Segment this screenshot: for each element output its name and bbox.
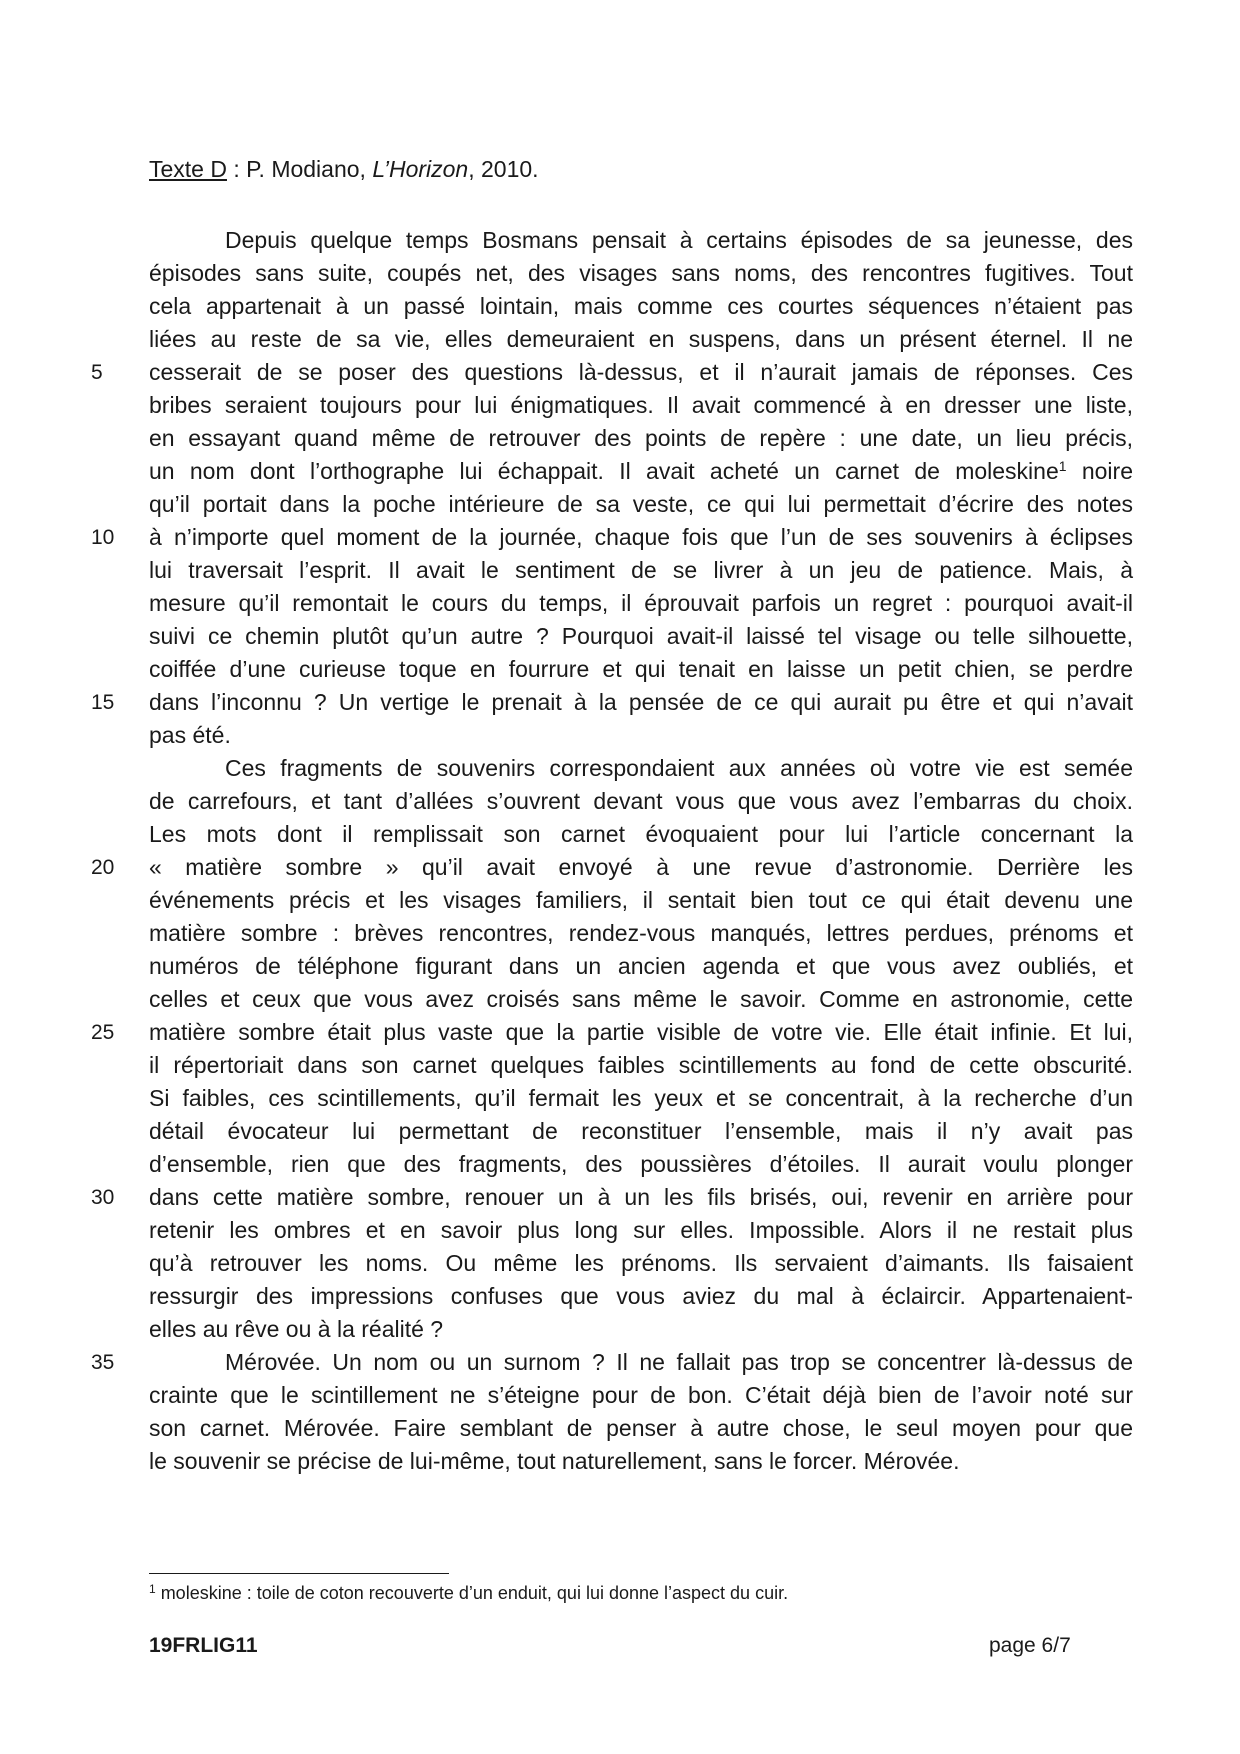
text-line bbox=[149, 1247, 1133, 1280]
text-line bbox=[149, 950, 1133, 983]
line-text: celles et ceux que vous avez croisés sans même le savoir. Comme en astronomie, cette bbox=[149, 986, 1133, 1012]
text-line bbox=[149, 1115, 1133, 1148]
line-text: cela appartenait à un passé lointain, mais comme ces courtes séquences n’étaient pas bbox=[149, 293, 1133, 319]
text-line bbox=[91, 356, 1133, 389]
page-number: page 6/7 bbox=[989, 1634, 1071, 1657]
line-number: 30 bbox=[91, 1186, 115, 1209]
line-text: numéros de téléphone figurant dans un ancien agenda et que vous avez oubliés, et bbox=[149, 953, 1133, 979]
line-text: à n’importe quel moment de la journée, chaque fois que l’un de ses souvenirs à éclipses bbox=[149, 524, 1133, 550]
footnote-marker: 1 bbox=[149, 1582, 156, 1596]
line-text: de carrefours, et tant d’allées s’ouvrent devant vous que vous avez l’embarras du choix. bbox=[149, 788, 1133, 814]
line-number: 15 bbox=[91, 691, 115, 714]
footnote-divider bbox=[149, 1573, 449, 1574]
text-line bbox=[149, 257, 1133, 290]
text-line bbox=[149, 785, 1133, 818]
line-text: dans cette matière sombre, renouer un à un les fils brisés, oui, revenir en arrière pour bbox=[149, 1184, 1133, 1210]
line-text: un nom dont l’orthographe lui échappait. Il avait acheté un carnet de moleskine bbox=[149, 458, 1059, 484]
text-line bbox=[149, 1313, 1133, 1346]
text-line bbox=[149, 1082, 1133, 1115]
text-line bbox=[149, 653, 1133, 686]
text-line bbox=[149, 818, 1133, 851]
text-line bbox=[91, 1181, 1133, 1214]
text-line bbox=[91, 1346, 1133, 1379]
text-heading bbox=[149, 152, 539, 186]
footnote-reference: 1 bbox=[1058, 458, 1067, 474]
text-line bbox=[149, 1049, 1133, 1082]
line-text: il répertoriait dans son carnet quelques faibles scintillements au fond de cette obscurité. bbox=[149, 1052, 1133, 1078]
text-line bbox=[149, 1445, 1133, 1478]
line-text: pas été. bbox=[149, 722, 231, 748]
text-line bbox=[149, 1379, 1133, 1412]
line-text: détail évocateur lui permettant de reconstituer l’ensemble, mais il n’y avait pas bbox=[149, 1118, 1133, 1144]
line-text: matière sombre : brèves rencontres, rendez-vous manqués, lettres perdues, prénoms et bbox=[149, 920, 1133, 946]
text-line bbox=[149, 455, 1133, 488]
text-line bbox=[149, 554, 1133, 587]
exam-code: 19FRLIG11 bbox=[149, 1634, 258, 1657]
text-line bbox=[149, 1148, 1133, 1181]
line-text: le souvenir se précise de lui-même, tout naturellement, sans le forcer. Mérovée. bbox=[149, 1448, 960, 1474]
line-text: « matière sombre » qu’il avait envoyé à une revue d’astronomie. Derrière les bbox=[149, 854, 1133, 880]
line-text: d’ensemble, rien que des fragments, des poussières d’étoiles. Il aurait voulu plonger bbox=[149, 1151, 1133, 1177]
text-line bbox=[149, 719, 1133, 752]
text-line bbox=[91, 851, 1133, 884]
text-line bbox=[91, 521, 1133, 554]
text-line bbox=[149, 884, 1133, 917]
line-text: Mérovée. Un nom ou un surnom ? Il ne fallait pas trop se concentrer là-dessus de bbox=[225, 1349, 1133, 1375]
line-text: liées au reste de sa vie, elles demeuraient en suspens, dans un présent éternel. Il ne bbox=[149, 326, 1133, 352]
line-text: mesure qu’il remontait le cours du temps, il éprouvait parfois un regret : pourquoi avait-il bbox=[149, 590, 1133, 616]
text-line bbox=[149, 620, 1133, 653]
line-text: dans l’inconnu ? Un vertige le prenait à la pensée de ce qui aurait pu être et qui n’avait bbox=[149, 689, 1133, 715]
line-text-continued: noire bbox=[1066, 458, 1133, 484]
literary-text bbox=[91, 224, 1133, 1478]
text-line bbox=[149, 1214, 1133, 1247]
text-line bbox=[149, 389, 1133, 422]
text-line bbox=[149, 224, 1133, 257]
line-text: retenir les ombres et en savoir plus long sur elles. Impossible. Alors il ne restait plus bbox=[149, 1217, 1133, 1243]
line-text: cesserait de se poser des questions là-dessus, et il n’aurait jamais de réponses. Ces bbox=[149, 359, 1133, 385]
line-text: elles au rêve ou à la réalité ? bbox=[149, 1316, 444, 1342]
heading-year: , 2010. bbox=[468, 156, 539, 182]
line-text: son carnet. Mérovée. Faire semblant de penser à autre chose, le seul moyen pour que bbox=[149, 1415, 1133, 1441]
text-line bbox=[149, 917, 1133, 950]
line-number: 35 bbox=[91, 1351, 115, 1374]
text-line bbox=[149, 1280, 1133, 1313]
footnote-text: moleskine : toile de coton recouverte d’un enduit, qui lui donne l’aspect du cuir. bbox=[155, 1583, 789, 1603]
line-text: Depuis quelque temps Bosmans pensait à certains épisodes de sa jeunesse, des bbox=[225, 227, 1133, 253]
text-line bbox=[91, 686, 1133, 719]
line-text: ressurgir des impressions confuses que vous aviez du mal à éclaircir. Appartenaient- bbox=[149, 1283, 1133, 1309]
line-text: qu’il portait dans la poche intérieure de sa veste, ce qui lui permettait d’écrire des notes bbox=[149, 491, 1133, 517]
footnote bbox=[149, 1581, 788, 1605]
line-number: 20 bbox=[91, 856, 115, 879]
line-text: bribes seraient toujours pour lui énigmatiques. Il avait commencé à en dresser une liste, bbox=[149, 392, 1133, 418]
text-line bbox=[91, 1016, 1133, 1049]
line-text: épisodes sans suite, coupés net, des visages sans noms, des rencontres fugitives. Tout bbox=[149, 260, 1133, 286]
line-text: Si faibles, ces scintillements, qu’il fermait les yeux et se concentrait, à la recherche d’un bbox=[149, 1085, 1133, 1111]
heading-author: P. Modiano, bbox=[246, 156, 373, 182]
line-text: Ces fragments de souvenirs correspondaient aux années où votre vie est semée bbox=[225, 755, 1133, 781]
line-text: Les mots dont il remplissait son carnet évoquaient pour lui l’article concernant la bbox=[149, 821, 1133, 847]
text-line bbox=[149, 488, 1133, 521]
line-text: suivi ce chemin plutôt qu’un autre ? Pourquoi avait-il laissé tel visage ou telle silhouette, bbox=[149, 623, 1133, 649]
line-number: 25 bbox=[91, 1021, 115, 1044]
line-number: 10 bbox=[91, 526, 115, 549]
line-text: en essayant quand même de retrouver des points de repère : une date, un lieu précis, bbox=[149, 425, 1133, 451]
line-text: événements précis et les visages familiers, il sentait bien tout ce qui était devenu une bbox=[149, 887, 1133, 913]
text-line bbox=[149, 323, 1133, 356]
text-line bbox=[149, 587, 1133, 620]
heading-separator: : bbox=[226, 156, 247, 182]
line-text: coiffée d’une curieuse toque en fourrure et qui tenait en laisse un petit chien, se perdre bbox=[149, 656, 1133, 682]
line-text: matière sombre était plus vaste que la partie visible de votre vie. Elle était infinie. Et lui, bbox=[149, 1019, 1133, 1045]
line-text: crainte que le scintillement ne s’éteigne pour de bon. C’était déjà bien de l’avoir noté sur bbox=[149, 1382, 1133, 1408]
text-line bbox=[149, 422, 1133, 455]
line-text: qu’à retrouver les noms. Ou même les prénoms. Ils servaient d’aimants. Ils faisaient bbox=[149, 1250, 1133, 1276]
text-line bbox=[149, 1412, 1133, 1445]
line-text: lui traversait l’esprit. Il avait le sentiment de se livrer à un jeu de patience. Mais, à bbox=[149, 557, 1133, 583]
text-line bbox=[149, 752, 1133, 785]
line-number: 5 bbox=[91, 361, 103, 384]
heading-work-title: L’Horizon bbox=[372, 156, 469, 182]
text-line bbox=[149, 290, 1133, 323]
text-label: Texte D bbox=[149, 156, 227, 182]
text-line bbox=[149, 983, 1133, 1016]
